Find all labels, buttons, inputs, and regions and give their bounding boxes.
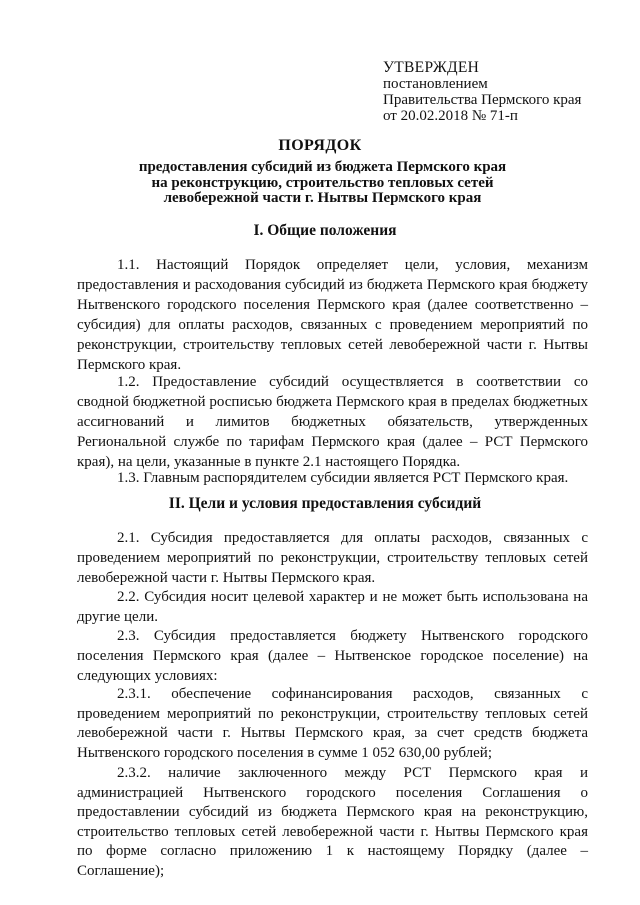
paragraph-2-3: 2.3. Субсидия предоставляется бюджету Нытвенского городского поселения Пермского края (далее – Нытвенское городское поселение) на следующих условиях: — [77, 628, 588, 684]
document-title: ПОРЯДОК — [278, 137, 362, 154]
paragraph-1-2: 1.2. Предоставление субсидий осуществляется в соответствии со сводной бюджетной росписью бюджета Пермского края в пределах бюджетных ассигнований и лимитов бюджетных обязательств, утвержденных Региональной службе по тарифам Пермского края (далее – РСТ Пермского края), на цели, указанные в пункте 2.1 настоящего Порядка. — [77, 374, 588, 470]
paragraph-1-1: 1.1. Настоящий Порядок определяет цели, условия, механизм предоставления и расходования субсидий из бюджета Пермского края бюджету Нытвенского городского поселения Пермского края (далее соответственно – субсидия) для оплаты расходов, связанных с проведением мероприятий по реконструкции, строительству тепловых сетей левобережной части г. Нытвы Пермского края. — [77, 257, 588, 373]
paragraph-2-3-2: 2.3.2. наличие заключенного между РСТ Пермского края и администрацией Нытвенского городского поселения Соглашения о предоставлении субсидий из бюджета Пермского края на реконструкцию, строительство тепловых сетей левобережной части г. Нытвы Пермского края по форме согласно приложению 1 к настоящему Порядку (далее – Соглашение); — [77, 765, 588, 879]
paragraph-1-3: 1.3. Главным распорядителем субсидии является РСТ Пермского края. — [117, 470, 569, 486]
document-subtitle — [80, 160, 565, 207]
approval-line-government: Правительства Пермского края — [383, 92, 582, 108]
approval-block — [383, 60, 623, 124]
approval-line-date: от 20.02.2018 № 71-п — [383, 108, 518, 124]
subtitle-line-1: предоставления субсидий из бюджета Пермского края — [138, 159, 507, 175]
subtitle-line-3: левобережной части г. Нытвы Пермского края — [163, 190, 482, 206]
subtitle-line-2: на реконструкцию, строительство тепловых сетей — [151, 174, 494, 191]
section-2-title: II. Цели и условия предоставления субсидий — [168, 495, 482, 512]
approval-heading: УТВЕРЖДЕН — [383, 59, 480, 76]
paragraph-2-1: 2.1. Субсидия предоставляется для оплаты расходов, связанных с проведением мероприятий по реконструкции, строительству тепловых сетей левобережной части г. Нытвы Пермского края. — [77, 530, 588, 586]
paragraph-2-2: 2.2. Субсидия носит целевой характер и не может быть использована на другие цели. — [77, 589, 588, 625]
approval-line-decree: постановлением — [383, 76, 488, 92]
section-1-title: I. Общие положения — [253, 222, 397, 239]
paragraph-2-3-1: 2.3.1. обеспечение софинансирования расходов, связанных с проведением мероприятий по реконструкции, строительству тепловых сетей левобережной части г. Нытвы Пермского края, за счет средств бюджета Нытвенского городского поселения в сумме 1 052 630,00 рублей; — [77, 686, 588, 761]
